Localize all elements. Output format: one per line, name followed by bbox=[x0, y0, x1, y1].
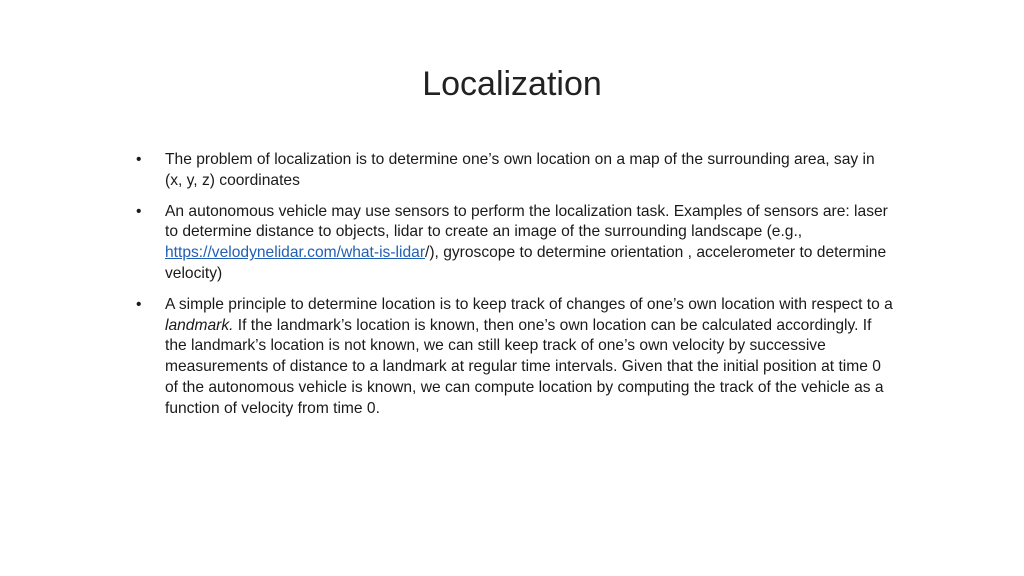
bullet-icon: • bbox=[136, 202, 142, 220]
bullet-text: The problem of localization is to determine one’s own location on a map of the surrounding area, say in (x, y, z) coordinates bbox=[165, 151, 875, 189]
slide-title: Localization bbox=[422, 65, 602, 103]
bullet-text-before-link: An autonomous vehicle may use sensors to perform the localization task. Examples of sensors are: laser to determine distance to objects, lidar to create an image of the surrounding landscape (e.g., bbox=[165, 202, 888, 241]
bullet-icon: • bbox=[136, 151, 142, 168]
bullet-item-sensors bbox=[134, 202, 894, 285]
bullet-text-before-emphasis: A simple principle to determine location is to keep track of changes of one’s own location with respect to a bbox=[165, 295, 893, 313]
bullet-text-after-emphasis: If the landmark’s location is known, then one’s own location can be calculated accordingly. If the landmark’s location is not known, we can still keep track of one’s own velocity by successive measurements of distance to a landmark at regular time intervals. Given that the initial position at time 0 of the autonomous vehicle is known, we can compute location by computing the track of the vehicle as a function of velocity from time 0. bbox=[165, 316, 884, 417]
bullet-icon: • bbox=[136, 295, 142, 313]
bullet-text-after-link: /), gyroscope to determine orientation , accelerometer to determine velocity) bbox=[165, 244, 887, 282]
emphasis-landmark: landmark. bbox=[165, 316, 234, 334]
bullet-item-problem bbox=[134, 150, 894, 192]
bullet-list bbox=[134, 150, 894, 430]
bullet-item-principle bbox=[134, 295, 894, 420]
lidar-link[interactable]: https://velodynelidar.com/what-is-lidar bbox=[165, 244, 426, 262]
